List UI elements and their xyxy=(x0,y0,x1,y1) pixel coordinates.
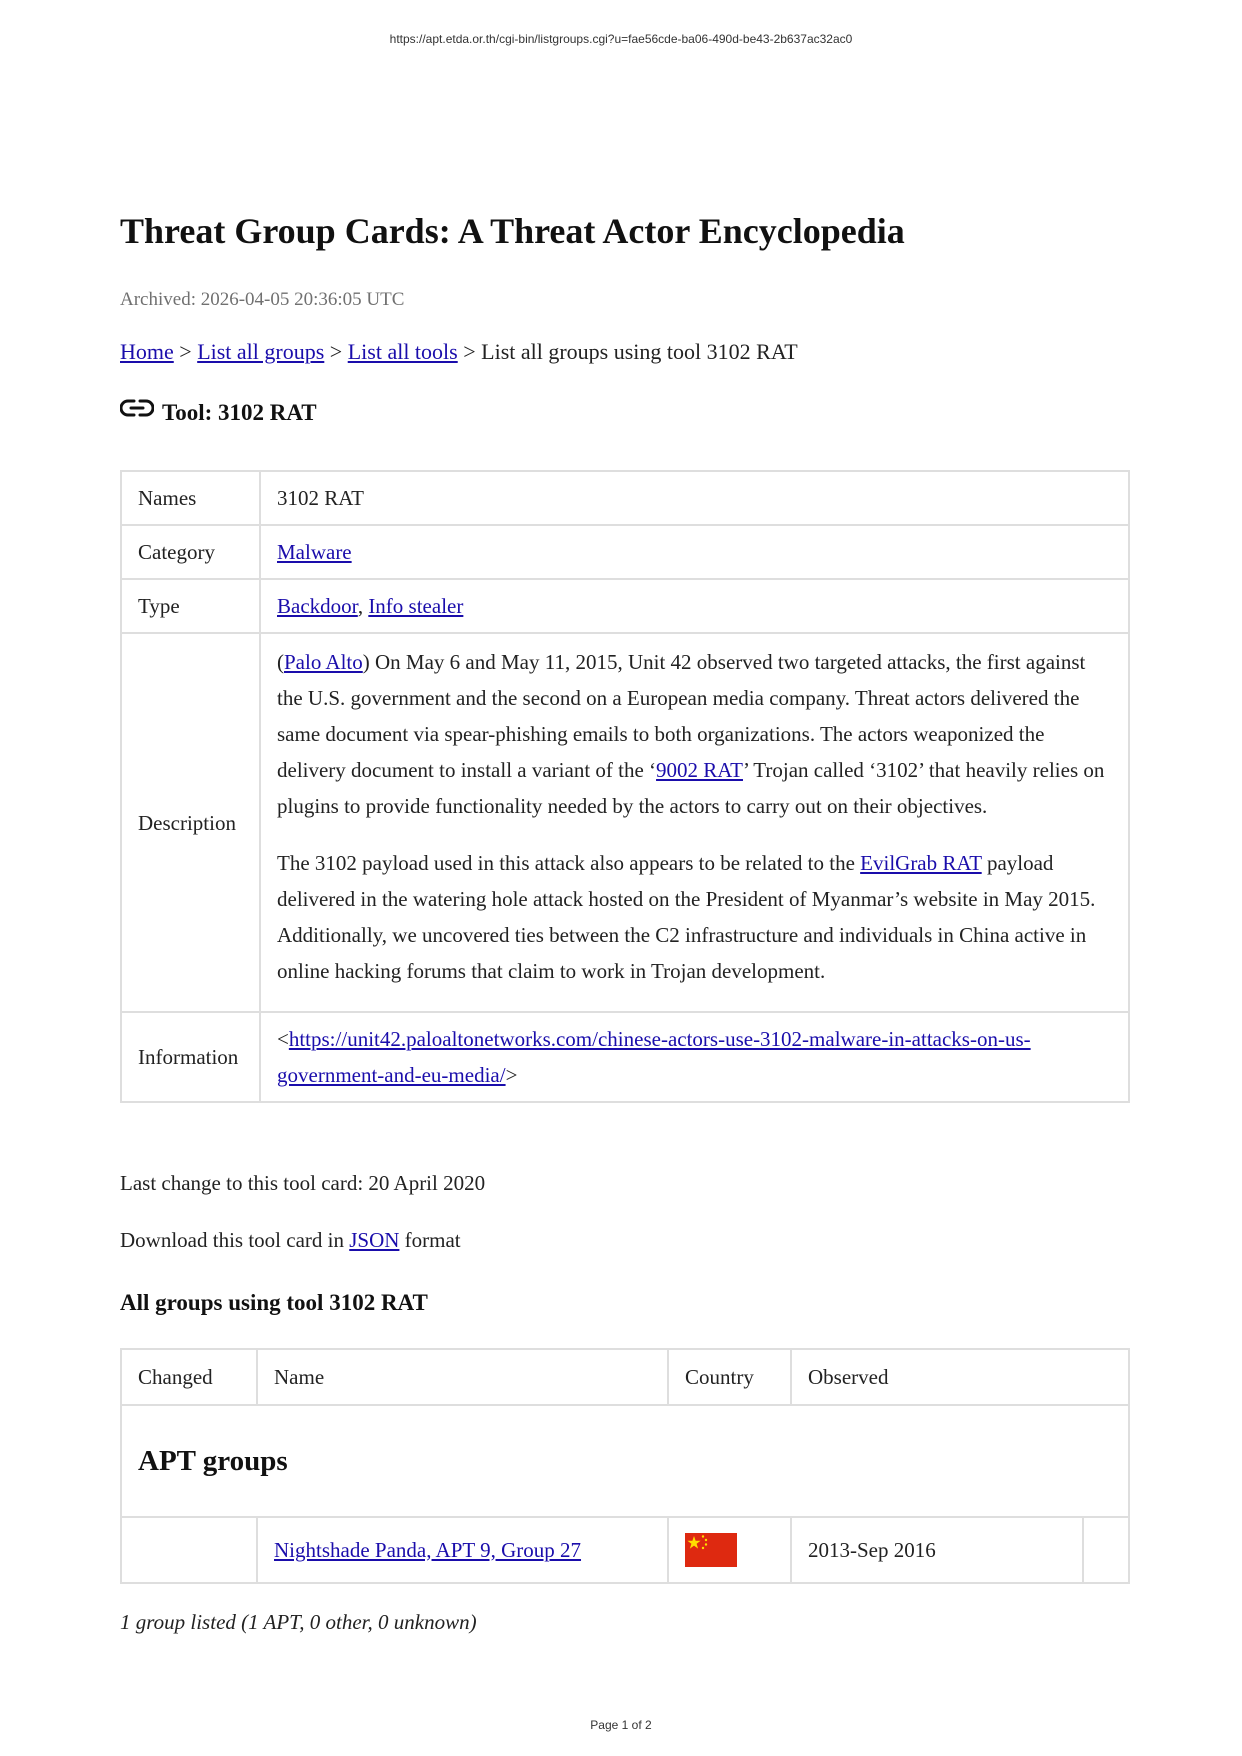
breadcrumb xyxy=(120,339,798,365)
names-value: 3102 RAT xyxy=(260,471,1129,525)
category-cell xyxy=(260,525,1129,579)
information-label: Information xyxy=(121,1012,260,1102)
archived-timestamp: Archived: 2026-04-05 20:36:05 UTC xyxy=(120,289,405,310)
palo-alto-link[interactable]: Palo Alto xyxy=(284,650,363,674)
section-row xyxy=(121,1405,1129,1517)
print-url: https://apt.etda.or.th/cgi-bin/listgroups.cgi?u=fae56cde-ba06-490d-be43-2b637ac32ac0 xyxy=(389,32,853,46)
info-bracket: > xyxy=(505,1063,518,1087)
tool-heading xyxy=(120,400,317,426)
info-bracket: < xyxy=(277,1027,289,1051)
table-row xyxy=(121,1012,1129,1102)
column-header-observed: Observed xyxy=(791,1349,1129,1405)
breadcrumb-separator: > xyxy=(329,339,343,364)
column-header-country: Country xyxy=(668,1349,791,1405)
table-row xyxy=(121,633,1129,1012)
type-info-stealer-link[interactable]: Info stealer xyxy=(368,594,464,618)
category-malware-link[interactable]: Malware xyxy=(277,540,352,564)
table-row xyxy=(121,525,1129,579)
breadcrumb-list-tools-link[interactable]: List all tools xyxy=(347,339,458,364)
section-title: APT groups xyxy=(121,1405,1129,1517)
breadcrumb-current: List all groups using tool 3102 RAT xyxy=(481,339,798,364)
information-url-link[interactable]: https://unit42.paloaltonetworks.com/chinese-actors-use-3102-malware-in-attacks-on-us-government-and-eu-media/ xyxy=(277,1027,1031,1087)
empty-cell xyxy=(1083,1517,1129,1583)
country-cell xyxy=(668,1517,791,1583)
information-cell xyxy=(260,1012,1129,1102)
name-cell xyxy=(257,1517,668,1583)
table-row xyxy=(121,579,1129,633)
desc-text: The 3102 payload used in this attack also appears to be related to the xyxy=(277,851,861,875)
groups-heading: All groups using tool 3102 RAT xyxy=(120,1290,428,1315)
last-change-text: Last change to this tool card: 20 April 2020 xyxy=(120,1171,486,1195)
table-header-row xyxy=(121,1349,1129,1405)
china-flag-icon xyxy=(685,1533,737,1567)
download-prefix: Download this tool card in xyxy=(120,1228,350,1252)
desc-text: payload delivered in the watering hole attack hosted on the President of Myanmar’s website in May 2015. Additionally, we uncovered ties between the C2 infrastructure and individuals in China active in online hacking forums that claim to work in Trojan development. xyxy=(277,851,1096,983)
description-cell xyxy=(260,633,1129,1012)
type-separator: , xyxy=(357,594,364,618)
groups-table xyxy=(120,1348,1130,1584)
description-paragraph xyxy=(277,845,1112,989)
table-row xyxy=(121,471,1129,525)
page-title: Threat Group Cards: A Threat Actor Encyclopedia xyxy=(120,211,905,251)
description-label: Description xyxy=(121,633,260,1012)
desc-text: ) On May 6 and May 11, 2015, Unit 42 observed two targeted attacks, the first against the U.S. government and the second on a European media company. Threat actors delivered the same document via spear-phishing emails to both organizations. The actors weaponized the delivery document to install a variant of the ‘ xyxy=(277,650,1086,782)
column-header-changed: Changed xyxy=(121,1349,257,1405)
json-download-link[interactable]: JSON xyxy=(349,1228,400,1252)
names-label: Names xyxy=(121,471,260,525)
category-label: Category xyxy=(121,525,260,579)
type-cell xyxy=(260,579,1129,633)
link-icon xyxy=(120,398,154,418)
tool-card-table xyxy=(120,470,1130,1103)
description-paragraph xyxy=(277,644,1112,824)
type-backdoor-link[interactable]: Backdoor xyxy=(277,594,358,618)
groups-summary: 1 group listed (1 APT, 0 other, 0 unknown) xyxy=(120,1610,477,1634)
table-row xyxy=(121,1517,1129,1583)
changed-cell xyxy=(121,1517,257,1583)
desc-text: ( xyxy=(277,650,284,674)
group-name-link[interactable]: Nightshade Panda, APT 9, Group 27 xyxy=(274,1537,582,1562)
evilgrab-rat-link[interactable]: EvilGrab RAT xyxy=(860,851,982,875)
breadcrumb-separator: > xyxy=(463,339,476,364)
tool-heading-text: Tool: 3102 RAT xyxy=(162,400,317,425)
observed-cell: 2013-Sep 2016 xyxy=(791,1517,1083,1583)
9002-rat-link[interactable]: 9002 RAT xyxy=(656,758,743,782)
download-line xyxy=(120,1228,461,1253)
column-header-name: Name xyxy=(257,1349,668,1405)
desc-text: ’ Trojan called ‘3102’ that heavily relies on plugins to provide functionality needed by the actors to carry out on their objectives. xyxy=(277,758,1105,818)
breadcrumb-list-groups-link[interactable]: List all groups xyxy=(197,339,325,364)
breadcrumb-separator: > xyxy=(179,339,192,364)
breadcrumb-home-link[interactable]: Home xyxy=(120,339,174,364)
type-label: Type xyxy=(121,579,260,633)
download-suffix: format xyxy=(399,1228,461,1252)
page-number: Page 1 of 2 xyxy=(590,1718,652,1732)
